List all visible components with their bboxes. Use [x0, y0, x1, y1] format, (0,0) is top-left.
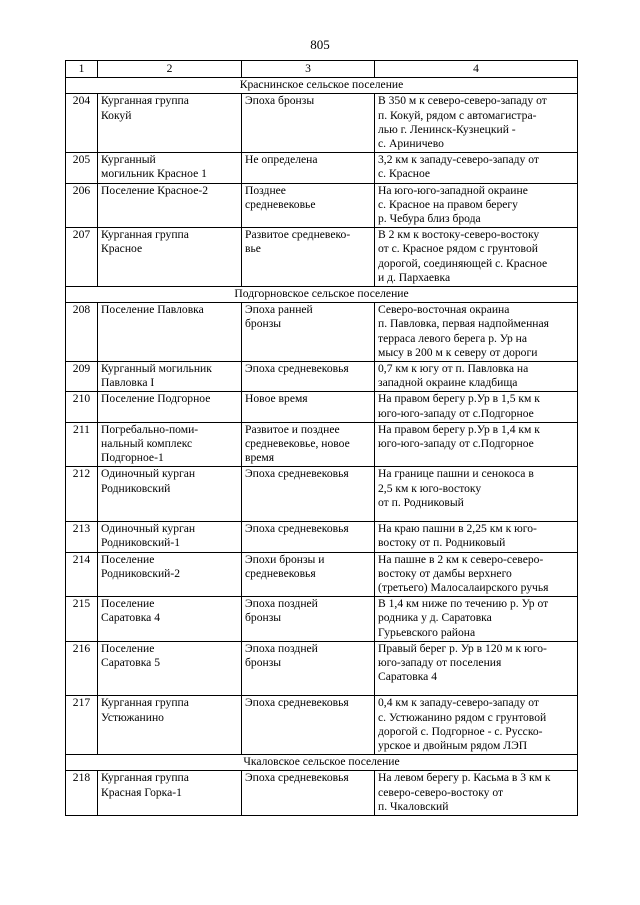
site-location-line: На правом берегу р.Ур в 1,4 км к: [378, 422, 540, 436]
section-title: Чкаловское сельское поселение: [66, 755, 578, 771]
site-name: [98, 597, 242, 642]
table-row: [66, 771, 578, 816]
site-location-line: с. Красное на правом берегу: [378, 197, 518, 211]
site-name-line: Погребально-поми-: [101, 422, 199, 436]
site-name-line: Курганный: [101, 153, 156, 167]
section-title: Подгорновское сельское поселение: [66, 287, 578, 303]
site-location-line: от п. Родниковый: [378, 495, 464, 509]
site-location-line: 2,5 км к юго-востоку: [378, 481, 482, 495]
site-epoch: [242, 641, 375, 696]
header-row: [66, 61, 578, 78]
site-name-line: Курганная группа: [101, 696, 189, 710]
table-row: [66, 362, 578, 392]
site-location-line: В 2 км к востоку-северо-востоку: [378, 228, 540, 242]
site-epoch: [242, 522, 375, 552]
site-name: [98, 552, 242, 597]
site-name-line: Кокуй: [101, 108, 132, 122]
table-row: [66, 597, 578, 642]
site-location-line: от с. Красное рядом с грунтовой: [378, 242, 538, 256]
site-location-line: На правом берегу р.Ур в 1,5 км к: [378, 392, 540, 406]
site-location-line: юго-юго-западу от с.Подгорное: [378, 406, 534, 420]
section-row: [66, 755, 578, 771]
site-location: [375, 183, 578, 228]
row-number: 206: [66, 183, 98, 228]
site-epoch-line: Эпоха средневековья: [245, 467, 349, 481]
site-name-line: нальный комплекс: [101, 437, 193, 451]
site-epoch: [242, 94, 375, 153]
site-epoch: [242, 303, 375, 362]
site-location-line: дорогой с. Подгорное - с. Русско-: [378, 724, 543, 738]
site-name-line: Саратовка 4: [101, 611, 161, 625]
site-location-line: терраса левого берега р. Ур на: [378, 331, 528, 345]
table-row: [66, 522, 578, 552]
site-epoch-line: Развитое и позднее: [245, 422, 340, 436]
row-number: 210: [66, 392, 98, 422]
site-location-line: В 1,4 км ниже по течению р. Ур от: [378, 597, 549, 611]
site-name: [98, 696, 242, 755]
site-location: [375, 94, 578, 153]
site-epoch: [242, 153, 375, 183]
row-number: 211: [66, 422, 98, 467]
site-name-line: Родниковский: [101, 481, 171, 495]
site-name: [98, 422, 242, 467]
site-location-line: с. Ариничево: [378, 137, 444, 151]
site-name-line: Устюжанино: [101, 710, 164, 724]
site-epoch: [242, 597, 375, 642]
row-number: 208: [66, 303, 98, 362]
site-name-line: Поселение Красное-2: [101, 183, 209, 197]
site-location: [375, 467, 578, 522]
site-epoch-line: средневековье: [245, 197, 316, 211]
table-row: [66, 422, 578, 467]
site-name-line: Подгорное-1: [101, 451, 164, 465]
site-location-line: урское и двойным рядом ЛЭП: [378, 738, 528, 752]
site-location: [375, 392, 578, 422]
site-location-line: с. Красное: [378, 167, 431, 181]
site-epoch-line: Эпоха поздней: [245, 641, 318, 655]
site-epoch-line: Не определена: [245, 153, 318, 167]
site-epoch: [242, 228, 375, 287]
site-location-line: На краю пашни в 2,25 км к юго-: [378, 522, 537, 536]
site-name-line: Поселение Подгорное: [101, 392, 211, 406]
site-epoch-line: Эпохи бронзы и: [245, 552, 325, 566]
site-epoch-line: Развитое средневеко-: [245, 228, 351, 242]
site-location-line: п. Павловка, первая надпойменная: [378, 317, 549, 331]
section-title: Краснинское сельское поселение: [66, 78, 578, 94]
site-epoch: [242, 422, 375, 467]
site-name: [98, 362, 242, 392]
site-name-line: Саратовка 5: [101, 655, 161, 669]
table-row: [66, 392, 578, 422]
table-row: [66, 696, 578, 755]
site-epoch: [242, 392, 375, 422]
site-name: [98, 392, 242, 422]
row-number: 205: [66, 153, 98, 183]
site-location-line: юго-западу от поселения: [378, 655, 502, 669]
site-name-line: Поселение: [101, 641, 155, 655]
site-location: [375, 303, 578, 362]
site-location-line: В 350 м к северо-северо-западу от: [378, 94, 547, 108]
site-location-line: 0,4 км к западу-северо-западу от: [378, 696, 539, 710]
site-location-line: западной окраине кладбища: [378, 376, 518, 390]
site-name-line: могильник Красное 1: [101, 167, 207, 181]
site-name: [98, 771, 242, 816]
row-number: 212: [66, 467, 98, 522]
site-location-line: Саратовка 4: [378, 670, 438, 684]
site-epoch-line: Эпоха средневековья: [245, 362, 349, 376]
site-epoch-line: бронзы: [245, 611, 282, 625]
row-number: 218: [66, 771, 98, 816]
table-row: [66, 153, 578, 183]
site-name-line: Поселение: [101, 597, 155, 611]
site-epoch: [242, 362, 375, 392]
site-epoch: [242, 183, 375, 228]
site-location-line: На границе пашни и сенокоса в: [378, 467, 534, 481]
site-epoch-line: Эпоха бронзы: [245, 94, 315, 108]
site-location-line: мысу в 200 м к северу от дороги: [378, 345, 538, 359]
site-epoch-line: Эпоха средневековья: [245, 696, 349, 710]
site-location-line: Гурьевского района: [378, 625, 476, 639]
site-location-line: п. Кокуй, рядом с автомагистра-: [378, 108, 537, 122]
site-name: [98, 641, 242, 696]
site-location-line: родника у д. Саратовка: [378, 611, 492, 625]
site-name: [98, 228, 242, 287]
site-epoch-line: вье: [245, 242, 261, 256]
site-location: [375, 153, 578, 183]
site-location-line: и д. Пархаевка: [378, 270, 451, 284]
site-name-line: Красное: [101, 242, 143, 256]
table-row: [66, 552, 578, 597]
site-location: [375, 552, 578, 597]
site-location-line: лью г. Ленинск-Кузнецкий -: [378, 122, 516, 136]
site-location: [375, 641, 578, 696]
site-location-line: На левом берегу р. Касьма в 3 км к: [378, 771, 551, 785]
site-epoch: [242, 467, 375, 522]
site-name-line: Одиночный курган: [101, 522, 196, 536]
site-epoch-line: время: [245, 451, 275, 465]
site-name-line: Поселение Павловка: [101, 303, 204, 317]
site-epoch-line: бронзы: [245, 317, 282, 331]
site-location-line: юго-юго-западу от с.Подгорное: [378, 437, 534, 451]
site-epoch-line: бронзы: [245, 655, 282, 669]
site-location-line: п. Чкаловский: [378, 799, 449, 813]
site-name-line: Одиночный курган: [101, 467, 196, 481]
row-number: 214: [66, 552, 98, 597]
row-number: 207: [66, 228, 98, 287]
table-row: [66, 94, 578, 153]
header-col-1: 1: [66, 61, 98, 78]
site-name: [98, 522, 242, 552]
site-epoch: [242, 771, 375, 816]
site-location-line: На пашне в 2 км к северо-северо-: [378, 552, 544, 566]
table-row: [66, 228, 578, 287]
table-body: [66, 78, 578, 816]
site-location-line: р. Чебура близ брода: [378, 212, 481, 226]
site-location-line: 3,2 км к западу-северо-западу от: [378, 153, 539, 167]
site-name: [98, 183, 242, 228]
sites-table: [65, 60, 578, 816]
row-number: 216: [66, 641, 98, 696]
site-location-line: востоку от п. Родниковый: [378, 536, 506, 550]
site-location-line: востоку от дамбы верхнего: [378, 566, 512, 580]
site-epoch-line: Позднее: [245, 183, 286, 197]
site-epoch: [242, 552, 375, 597]
site-epoch-line: Эпоха ранней: [245, 303, 313, 317]
site-epoch-line: Эпоха поздней: [245, 597, 318, 611]
site-location-line: с. Устюжанино рядом с грунтовой: [378, 710, 547, 724]
header-col-3: 3: [242, 61, 375, 78]
site-epoch-line: Эпоха средневековья: [245, 522, 349, 536]
site-name: [98, 303, 242, 362]
site-epoch-line: Новое время: [245, 392, 308, 406]
site-location-line: Северо-восточная окраина: [378, 303, 510, 317]
header-col-2: 2: [98, 61, 242, 78]
site-name-line: Поселение: [101, 552, 155, 566]
site-name-line: Курганная группа: [101, 228, 189, 242]
site-name: [98, 467, 242, 522]
table-row: [66, 641, 578, 696]
site-name-line: Курганная группа: [101, 771, 189, 785]
site-location-line: дорогой, соединяющей с. Красное: [378, 256, 548, 270]
site-location: [375, 522, 578, 552]
table-row: [66, 303, 578, 362]
row-number: 209: [66, 362, 98, 392]
site-name-line: Родниковский-1: [101, 536, 181, 550]
site-location: [375, 771, 578, 816]
site-location: [375, 597, 578, 642]
section-row: [66, 287, 578, 303]
site-name-line: Родниковский-2: [101, 566, 181, 580]
page-number: 805: [310, 37, 330, 52]
site-epoch-line: Эпоха средневековья: [245, 771, 349, 785]
site-name: [98, 153, 242, 183]
site-epoch-line: средневековье, новое: [245, 437, 350, 451]
site-location-line: (третьего) Малосалаирского ручья: [378, 580, 549, 594]
row-number: 213: [66, 522, 98, 552]
table-row: [66, 467, 578, 522]
site-location-line: На юго-юго-западной окраине: [378, 183, 528, 197]
site-name-line: Курганный могильник: [101, 362, 212, 376]
row-number: 204: [66, 94, 98, 153]
site-epoch-line: средневековья: [245, 566, 316, 580]
site-location-line: 0,7 км к югу от п. Павловка на: [378, 362, 529, 376]
table-row: [66, 183, 578, 228]
site-name-line: Курганная группа: [101, 94, 189, 108]
site-name-line: Красная Горка-1: [101, 785, 182, 799]
site-location: [375, 228, 578, 287]
site-epoch: [242, 696, 375, 755]
row-number: 215: [66, 597, 98, 642]
row-number: 217: [66, 696, 98, 755]
site-name-line: Павловка I: [101, 376, 155, 390]
site-location: [375, 696, 578, 755]
site-location: [375, 362, 578, 392]
site-name: [98, 94, 242, 153]
header-col-4: 4: [375, 61, 578, 78]
site-location-line: северо-северо-востоку от: [378, 785, 504, 799]
site-location-line: Правый берег р. Ур в 120 м к юго-: [378, 641, 547, 655]
section-row: [66, 78, 578, 94]
site-location: [375, 422, 578, 467]
